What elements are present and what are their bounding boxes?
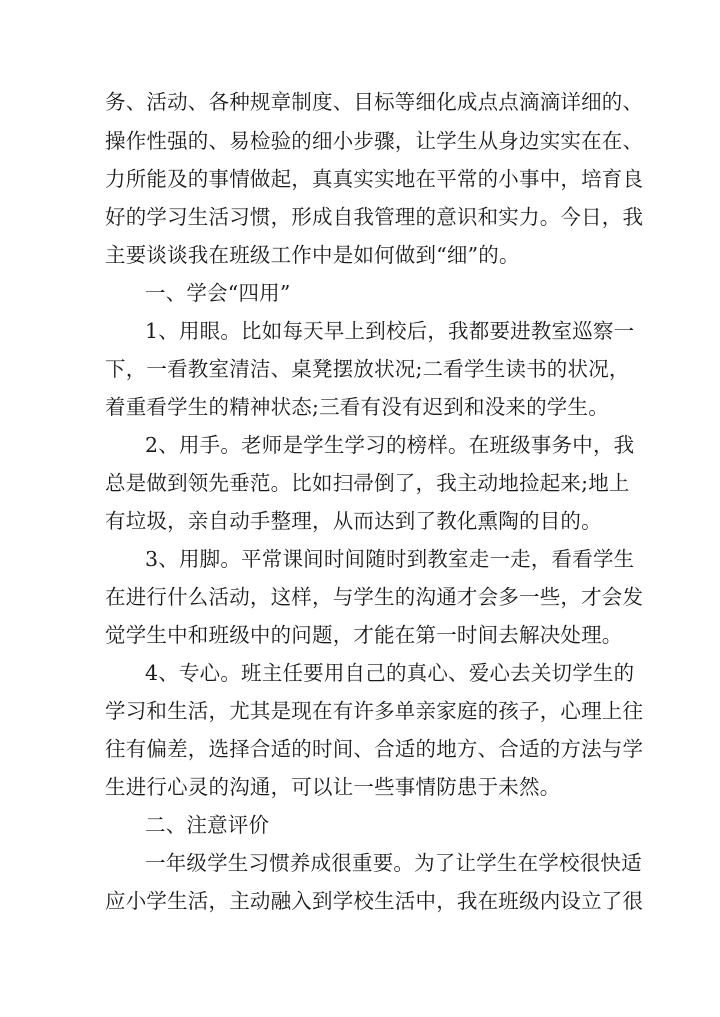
text-line: 好的学习生活习惯，形成自我管理的意识和实力。今日，我 xyxy=(105,205,644,229)
text-line: 力所能及的事情做起，真真实实地在平常的小事中，培育良 xyxy=(105,167,644,191)
section-heading: 一、学会“四用” xyxy=(145,281,291,305)
text-line: 务、活动、各种规章制度、目标等细化成点点滴滴详细的、 xyxy=(105,90,644,114)
text-line: 学习和生活，尤其是现在有许多单亲家庭的孩子，心理上往 xyxy=(105,699,644,723)
paragraph-first-line: 一年级学生习惯养成很重要。为了让学生在学校很快适 xyxy=(145,851,642,875)
section-heading: 二、注意评价 xyxy=(145,813,270,837)
text-line: 往有偏差，选择合适的时间、合适的地方、合适的方法与学 xyxy=(105,737,644,761)
text-line: 在进行什么活动，这样，与学生的沟通才会多一些，才会发 xyxy=(105,585,644,609)
text-line: 应小学生活，主动融入到学校生活中，我在班级内设立了很 xyxy=(105,889,644,913)
text-line: 主要谈谈我在班级工作中是如何做到“细”的。 xyxy=(105,243,520,267)
text-line: 觉学生中和班级中的问题，才能在第一时间去解决处理。 xyxy=(105,623,623,647)
paragraph-first-line: 3、用脚。平常课间时间随时到教室走一走，看看学生 xyxy=(145,547,635,571)
text-line: 着重看学生的精神状态;三看有没有迟到和没来的学生。 xyxy=(105,395,609,419)
paragraph-first-line: 4、专心。班主任要用自己的真心、爱心去关切学生的 xyxy=(145,661,635,685)
text-line: 操作性强的、易检验的细小步骤，让学生从身边实实在在、 xyxy=(105,129,644,153)
text-line: 下，一看教室清洁、桌凳摆放状况;二看学生读书的状况， xyxy=(105,357,630,381)
paragraph-first-line: 2、用手。老师是学生学习的榜样。在班级事务中，我 xyxy=(145,433,635,457)
text-line: 生进行心灵的沟通，可以让一些事情防患于未然。 xyxy=(105,775,561,799)
text-line: 总是做到领先垂范。比如扫帚倒了，我主动地捡起来;地上 xyxy=(105,471,630,495)
paragraph-first-line: 1、用眼。比如每天早上到校后，我都要进教室巡察一 xyxy=(145,319,635,343)
text-line: 有垃圾，亲自动手整理，从而达到了教化熏陶的目的。 xyxy=(105,509,602,533)
